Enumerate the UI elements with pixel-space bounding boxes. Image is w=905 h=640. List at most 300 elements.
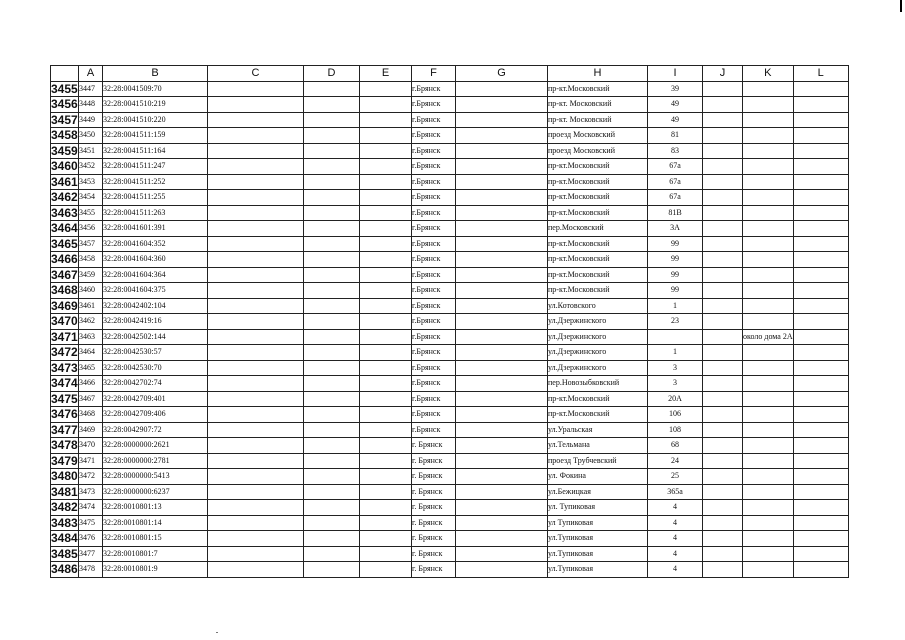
cell-house-number: 1 <box>648 298 703 314</box>
cell-a: 3474 <box>79 500 103 516</box>
row-number-cell: 3473 <box>51 360 78 375</box>
cell-cadastral-number: 32:28:0000000:2781 <box>103 453 208 469</box>
cell-house-number: 1 <box>648 345 703 361</box>
cell-e <box>360 329 412 345</box>
cell-city: г.Брянск <box>412 190 456 206</box>
cell-street: ул.Тупиковая <box>548 531 648 547</box>
cell-street: проезд Московский <box>548 128 648 144</box>
row-number-cell: 3485 <box>51 546 78 561</box>
table-row <box>51 97 849 113</box>
row-number-cell: 3479 <box>51 453 78 468</box>
cell-house-number: 4 <box>648 500 703 516</box>
column-header-row <box>51 66 849 82</box>
cell-l <box>793 128 848 144</box>
cell-street: пер.Новозыбковский <box>548 376 648 392</box>
cell-street: пр-кт.Московский <box>548 81 648 97</box>
row-number-cell: 3458 <box>51 128 78 143</box>
cell-note <box>743 500 794 516</box>
cell-j <box>703 453 743 469</box>
cell-city: г. Брянск <box>412 515 456 531</box>
cell-j <box>703 469 743 485</box>
row-number-cell: 3482 <box>51 500 78 515</box>
cell-city: г. Брянск <box>412 531 456 547</box>
cell-j <box>703 484 743 500</box>
cell-l <box>793 360 848 376</box>
cell-c <box>208 453 304 469</box>
cell-street: пр-кт.Московский <box>548 391 648 407</box>
cell-e <box>360 422 412 438</box>
cell-l <box>793 190 848 206</box>
cell-c <box>208 345 304 361</box>
row-number-cell: 3477 <box>51 422 78 437</box>
table-row <box>51 422 849 438</box>
cell-l <box>793 376 848 392</box>
cell-note <box>743 190 794 206</box>
cell-c <box>208 422 304 438</box>
cell-e <box>360 391 412 407</box>
table-row <box>51 376 849 392</box>
cell-note <box>743 469 794 485</box>
cell-e <box>360 360 412 376</box>
cell-c <box>208 190 304 206</box>
cell-cadastral-number: 32:28:0041511:247 <box>103 159 208 175</box>
cell-d <box>304 314 360 330</box>
cell-l <box>793 407 848 423</box>
cell-d <box>304 531 360 547</box>
cell-g <box>456 283 548 299</box>
cell-d <box>304 81 360 97</box>
cell-e <box>360 97 412 113</box>
cell-a: 3450 <box>79 128 103 144</box>
cell-a: 3472 <box>79 469 103 485</box>
cell-cadastral-number: 32:28:0041510:219 <box>103 97 208 113</box>
cell-g <box>456 97 548 113</box>
cell-l <box>793 314 848 330</box>
cell-j <box>703 500 743 516</box>
cell-d <box>304 546 360 562</box>
cell-city: г.Брянск <box>412 407 456 423</box>
cell-city: г.Брянск <box>412 97 456 113</box>
table-row <box>51 190 849 206</box>
cell-g <box>456 376 548 392</box>
cell-note <box>743 236 794 252</box>
cell-j <box>703 562 743 578</box>
cell-l <box>793 252 848 268</box>
cell-street: ул.Уральская <box>548 422 648 438</box>
cell-l <box>793 112 848 128</box>
cell-a: 3462 <box>79 314 103 330</box>
cell-street: пр-кт. Московский <box>548 97 648 113</box>
cell-d <box>304 484 360 500</box>
cell-note <box>743 205 794 221</box>
row-number-cell: 3475 <box>51 391 78 406</box>
cell-l <box>793 438 848 454</box>
cell-d <box>304 422 360 438</box>
table-row <box>51 236 849 252</box>
cell-note <box>743 422 794 438</box>
cell-city: г.Брянск <box>412 205 456 221</box>
cell-note <box>743 531 794 547</box>
cell-a: 3452 <box>79 159 103 175</box>
cell-d <box>304 174 360 190</box>
cell-city: г. Брянск <box>412 562 456 578</box>
cell-house-number: 67а <box>648 190 703 206</box>
cell-note <box>743 159 794 175</box>
cell-j <box>703 267 743 283</box>
cell-c <box>208 546 304 562</box>
cell-d <box>304 283 360 299</box>
cell-street: пр-кт.Московский <box>548 267 648 283</box>
cell-a: 3469 <box>79 422 103 438</box>
cell-j <box>703 329 743 345</box>
cell-street: ул.Дзержинского <box>548 360 648 376</box>
table-row <box>51 546 849 562</box>
cell-c <box>208 484 304 500</box>
cell-c <box>208 283 304 299</box>
cell-house-number: 3 <box>648 360 703 376</box>
table-row <box>51 112 849 128</box>
cell-street: пр-кт.Московский <box>548 283 648 299</box>
cell-e <box>360 283 412 299</box>
cell-d <box>304 562 360 578</box>
cell-street: ул. Тупиковая <box>548 500 648 516</box>
cell-d <box>304 97 360 113</box>
cell-note <box>743 376 794 392</box>
cell-city: г.Брянск <box>412 314 456 330</box>
cell-g <box>456 221 548 237</box>
table-row <box>51 469 849 485</box>
cell-city: г.Брянск <box>412 267 456 283</box>
cell-city: г.Брянск <box>412 81 456 97</box>
cell-cadastral-number: 32:28:0042502:144 <box>103 329 208 345</box>
cell-a: 3465 <box>79 360 103 376</box>
cell-a: 3456 <box>79 221 103 237</box>
cell-c <box>208 562 304 578</box>
cell-d <box>304 267 360 283</box>
cell-house-number: 99 <box>648 267 703 283</box>
cell-street: ул.Тельмана <box>548 438 648 454</box>
cell-city: г.Брянск <box>412 376 456 392</box>
cell-j <box>703 391 743 407</box>
cell-house-number: 49 <box>648 97 703 113</box>
cell-l <box>793 329 848 345</box>
cell-c <box>208 221 304 237</box>
table-row <box>51 128 849 144</box>
column-header-j: J <box>703 66 743 82</box>
cell-street: проезд Трубчевский <box>548 453 648 469</box>
cell-city: г.Брянск <box>412 329 456 345</box>
cell-e <box>360 236 412 252</box>
cell-street: ул Тупиковая <box>548 515 648 531</box>
cell-l <box>793 562 848 578</box>
cell-note <box>743 391 794 407</box>
cell-house-number: 4 <box>648 531 703 547</box>
row-number-cell: 3467 <box>51 267 78 282</box>
page-edge-mark <box>900 0 902 12</box>
cell-city: г.Брянск <box>412 360 456 376</box>
cell-d <box>304 128 360 144</box>
cell-house-number: 99 <box>648 252 703 268</box>
cell-c <box>208 438 304 454</box>
cell-cadastral-number: 32:28:0041604:360 <box>103 252 208 268</box>
cell-house-number: 106 <box>648 407 703 423</box>
table-row <box>51 438 849 454</box>
cell-cadastral-number: 32:28:0000000:6237 <box>103 484 208 500</box>
cell-c <box>208 252 304 268</box>
cell-house-number: 39 <box>648 81 703 97</box>
cell-c <box>208 81 304 97</box>
cell-j <box>703 174 743 190</box>
cell-d <box>304 112 360 128</box>
cell-street: ул.Дзержинского <box>548 345 648 361</box>
cell-city: г.Брянск <box>412 112 456 128</box>
cell-a: 3477 <box>79 546 103 562</box>
row-number-cell: 3465 <box>51 236 78 251</box>
cell-city: г.Брянск <box>412 159 456 175</box>
cell-e <box>360 345 412 361</box>
cell-a: 3478 <box>79 562 103 578</box>
cell-l <box>793 205 848 221</box>
cell-e <box>360 159 412 175</box>
cell-house-number: 20А <box>648 391 703 407</box>
cell-c <box>208 515 304 531</box>
cell-j <box>703 190 743 206</box>
row-number-cell: 3460 <box>51 159 78 174</box>
table-row <box>51 252 849 268</box>
cell-j <box>703 515 743 531</box>
cell-c <box>208 267 304 283</box>
row-number-cell: 3480 <box>51 469 78 484</box>
cell-cadastral-number: 32:28:0041604:352 <box>103 236 208 252</box>
cell-c <box>208 531 304 547</box>
cell-c <box>208 205 304 221</box>
row-number-cell: 3464 <box>51 221 78 236</box>
cell-c <box>208 407 304 423</box>
cell-e <box>360 143 412 159</box>
table-row <box>51 407 849 423</box>
cell-a: 3467 <box>79 391 103 407</box>
cell-a: 3473 <box>79 484 103 500</box>
cell-j <box>703 205 743 221</box>
cell-d <box>304 236 360 252</box>
cell-g <box>456 190 548 206</box>
cell-city: г.Брянск <box>412 128 456 144</box>
cell-d <box>304 391 360 407</box>
cell-house-number: 81В <box>648 205 703 221</box>
cell-e <box>360 469 412 485</box>
cell-note <box>743 112 794 128</box>
cell-note <box>743 97 794 113</box>
cell-j <box>703 128 743 144</box>
cell-cadastral-number: 32:28:0041604:375 <box>103 283 208 299</box>
cell-d <box>304 360 360 376</box>
cell-e <box>360 81 412 97</box>
cell-cadastral-number: 32:28:0042702:74 <box>103 376 208 392</box>
cell-house-number: 4 <box>648 546 703 562</box>
cell-cadastral-number: 32:28:0010801:15 <box>103 531 208 547</box>
cell-l <box>793 81 848 97</box>
cell-house-number: 4 <box>648 562 703 578</box>
cell-house-number: 3 <box>648 376 703 392</box>
cell-house-number: 83 <box>648 143 703 159</box>
cell-g <box>456 391 548 407</box>
cell-city: г.Брянск <box>412 422 456 438</box>
row-number-cell: 3466 <box>51 252 78 267</box>
column-header-g: G <box>456 66 548 82</box>
cell-d <box>304 205 360 221</box>
cell-e <box>360 562 412 578</box>
cell-house-number: 3А <box>648 221 703 237</box>
cell-street: ул.Котовского <box>548 298 648 314</box>
cell-c <box>208 298 304 314</box>
cell-g <box>456 205 548 221</box>
cell-cadastral-number: 32:28:0041601:391 <box>103 221 208 237</box>
cell-l <box>793 283 848 299</box>
table-row <box>51 562 849 578</box>
cell-j <box>703 236 743 252</box>
cell-note <box>743 562 794 578</box>
row-number-cell: 3459 <box>51 143 78 158</box>
cell-note <box>743 81 794 97</box>
cell-e <box>360 484 412 500</box>
cell-j <box>703 546 743 562</box>
cell-g <box>456 128 548 144</box>
cell-g <box>456 422 548 438</box>
cell-note <box>743 128 794 144</box>
cell-city: г. Брянск <box>412 469 456 485</box>
table-row <box>51 174 849 190</box>
cell-d <box>304 329 360 345</box>
cell-a: 3466 <box>79 376 103 392</box>
row-number-cell: 3462 <box>51 190 78 205</box>
cell-city: г.Брянск <box>412 283 456 299</box>
cell-d <box>304 252 360 268</box>
cell-cadastral-number: 32:28:0041511:255 <box>103 190 208 206</box>
cell-cadastral-number: 32:28:0041511:164 <box>103 143 208 159</box>
cell-a: 3459 <box>79 267 103 283</box>
column-header-b: B <box>103 66 208 82</box>
cell-l <box>793 422 848 438</box>
cell-c <box>208 314 304 330</box>
cell-d <box>304 469 360 485</box>
cell-d <box>304 453 360 469</box>
cell-street: пр-кт.Московский <box>548 159 648 175</box>
cell-e <box>360 205 412 221</box>
cell-street: пр-кт.Московский <box>548 190 648 206</box>
cell-house-number: 99 <box>648 283 703 299</box>
column-header-e: E <box>360 66 412 82</box>
table-row <box>51 221 849 237</box>
cell-note <box>743 298 794 314</box>
table-row <box>51 345 849 361</box>
cell-a: 3458 <box>79 252 103 268</box>
spreadsheet-table <box>50 65 849 578</box>
cell-cadastral-number: 32:28:0042907:72 <box>103 422 208 438</box>
cell-city: г.Брянск <box>412 252 456 268</box>
scan-speck <box>216 632 218 633</box>
cell-a: 3451 <box>79 143 103 159</box>
cell-note <box>743 143 794 159</box>
corner-cell <box>51 66 79 82</box>
row-number-cell: 3469 <box>51 298 78 313</box>
row-number-cell: 3486 <box>51 562 78 577</box>
cell-c <box>208 174 304 190</box>
cell-house-number <box>648 329 703 345</box>
table-row <box>51 81 849 97</box>
cell-house-number: 67а <box>648 174 703 190</box>
cell-e <box>360 112 412 128</box>
table-row <box>51 531 849 547</box>
cell-c <box>208 97 304 113</box>
cell-l <box>793 453 848 469</box>
cell-a: 3464 <box>79 345 103 361</box>
cell-house-number: 24 <box>648 453 703 469</box>
cell-l <box>793 469 848 485</box>
row-number-cell: 3461 <box>51 174 78 189</box>
cell-street: ул.Тупиковая <box>548 546 648 562</box>
table-row <box>51 515 849 531</box>
table-row <box>51 391 849 407</box>
cell-e <box>360 128 412 144</box>
cell-city: г.Брянск <box>412 143 456 159</box>
cell-g <box>456 562 548 578</box>
cell-c <box>208 360 304 376</box>
table-body <box>51 81 849 577</box>
cell-e <box>360 174 412 190</box>
cell-street: ул.Бежицкая <box>548 484 648 500</box>
cell-cadastral-number: 32:28:0041511:263 <box>103 205 208 221</box>
cell-house-number: 99 <box>648 236 703 252</box>
cell-cadastral-number: 32:28:0041511:252 <box>103 174 208 190</box>
cell-city: г.Брянск <box>412 298 456 314</box>
cell-l <box>793 484 848 500</box>
cell-d <box>304 298 360 314</box>
cell-g <box>456 438 548 454</box>
cell-d <box>304 407 360 423</box>
cell-e <box>360 500 412 516</box>
column-header-c: C <box>208 66 304 82</box>
cell-street: проезд Московский <box>548 143 648 159</box>
cell-e <box>360 531 412 547</box>
cell-g <box>456 159 548 175</box>
cell-j <box>703 221 743 237</box>
cell-g <box>456 515 548 531</box>
cell-c <box>208 500 304 516</box>
cell-a: 3447 <box>79 81 103 97</box>
cell-street: ул. Фокина <box>548 469 648 485</box>
cell-street: пр-кт.Московский <box>548 205 648 221</box>
cell-j <box>703 422 743 438</box>
cell-l <box>793 159 848 175</box>
cell-city: г. Брянск <box>412 438 456 454</box>
cell-cadastral-number: 32:28:0042530:57 <box>103 345 208 361</box>
cell-d <box>304 190 360 206</box>
cell-e <box>360 407 412 423</box>
cell-e <box>360 546 412 562</box>
cell-c <box>208 236 304 252</box>
cell-note <box>743 221 794 237</box>
cell-j <box>703 159 743 175</box>
column-header-f: F <box>412 66 456 82</box>
cell-e <box>360 314 412 330</box>
column-header-i: I <box>648 66 703 82</box>
cell-a: 3461 <box>79 298 103 314</box>
cell-g <box>456 81 548 97</box>
table-row <box>51 298 849 314</box>
row-number-cell: 3455 <box>51 81 78 96</box>
cell-a: 3457 <box>79 236 103 252</box>
cell-c <box>208 469 304 485</box>
